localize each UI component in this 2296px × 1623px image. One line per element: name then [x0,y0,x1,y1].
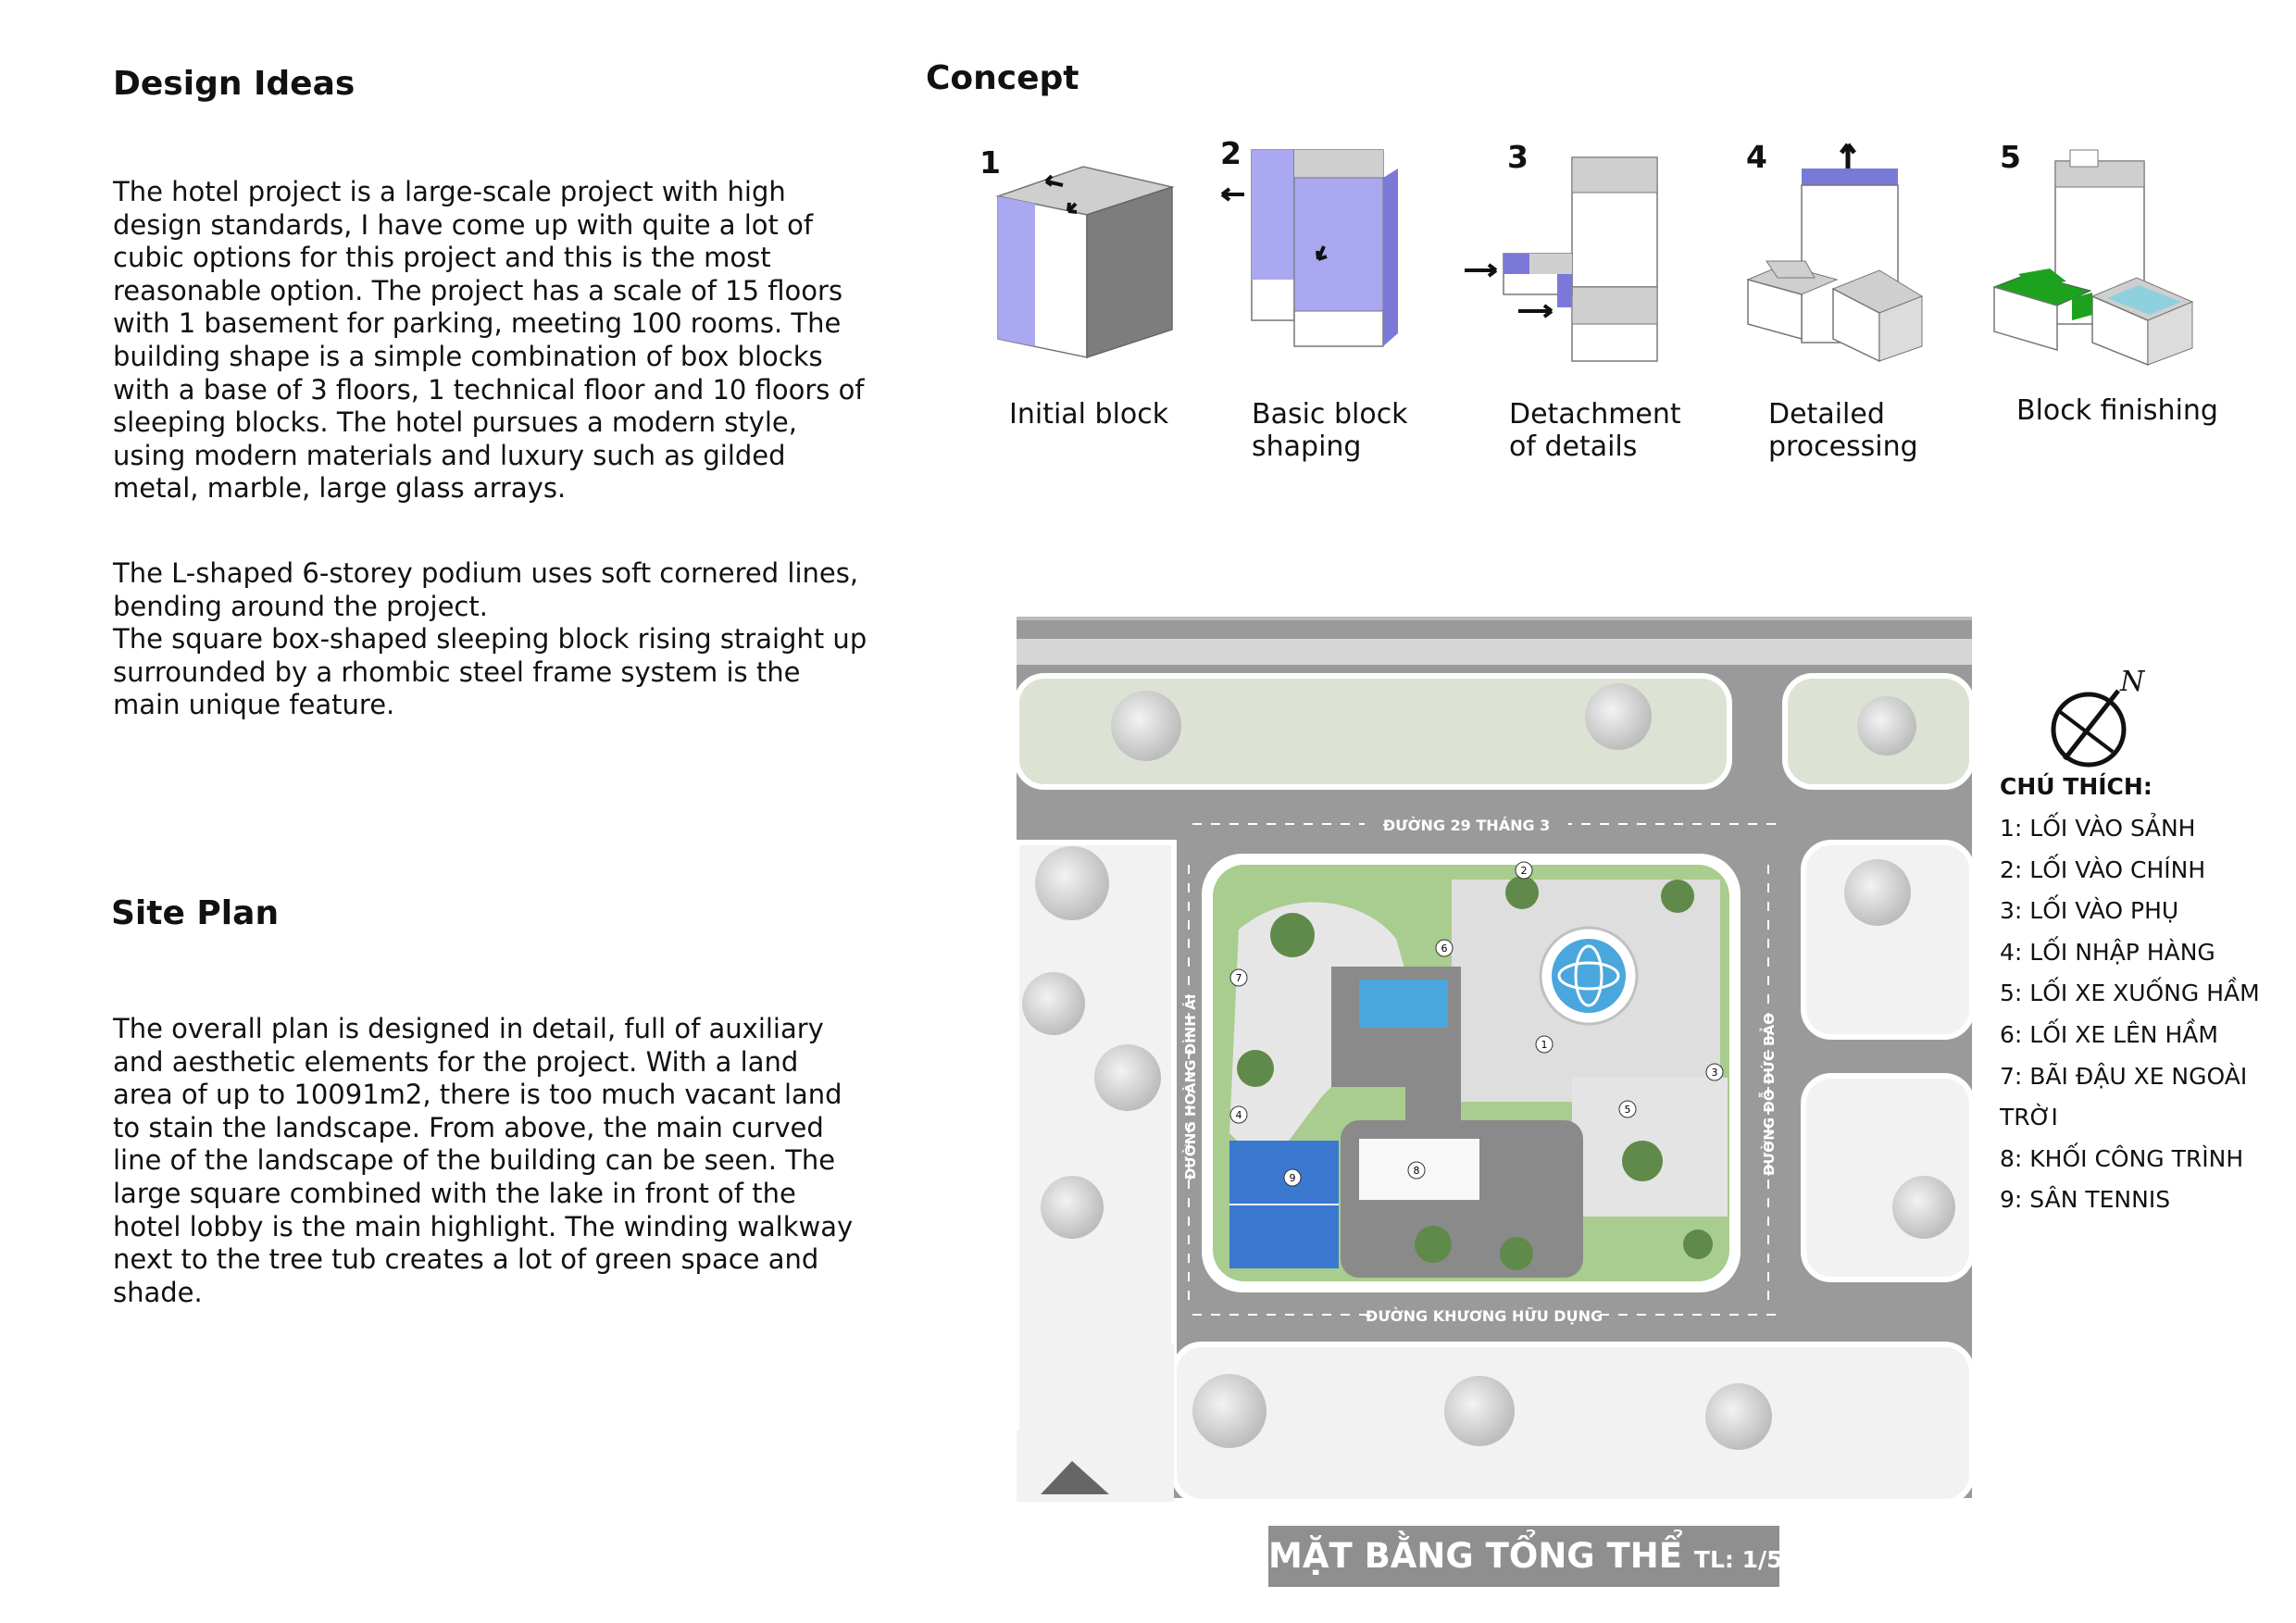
site-plan-map [1017,615,1972,1507]
concept-step-number: 5 [2000,139,2021,175]
legend-item: 6: LỐI XE LÊN HẦM [2000,1020,2218,1048]
plan-scale: TL: 1/500 [1693,1546,1816,1573]
street-name-south: ĐƯỜNG KHƯƠNG HỮU DỤNG [1365,1307,1603,1325]
design-ideas-heading: Design Ideas [113,65,356,103]
concept-step-number: 1 [980,144,1001,181]
legend-item: 1: LỐI VÀO SẢNH [2000,815,2196,842]
tree [1270,913,1315,957]
pool [1359,980,1448,1028]
concept-block-detailed [1741,141,1935,372]
tree [1661,880,1694,913]
map-marker: 1 [1541,1039,1548,1051]
concept-heading: Concept [926,59,1079,97]
west-block [1017,843,1174,1431]
concept-step-number: 4 [1746,139,1767,175]
legend-item: 3: LỐI VÀO PHỤ [2000,897,2179,925]
concept-step-label: Block finishing [2016,394,2218,427]
map-marker: 6 [1441,943,1448,955]
concept-block-initial [991,157,1194,370]
tree [1415,1226,1452,1263]
east-block-south [1803,1076,1972,1280]
legend-item: 4: LỐI NHẬP HÀNG [2000,938,2215,966]
legend-item: 7: BÃI ĐẬU XE NGOÀI TRỜI [2000,1062,2248,1131]
tree [1041,1176,1104,1239]
site-plan-heading: Site Plan [111,894,280,932]
tree [1705,1383,1772,1450]
tree [1237,1050,1274,1087]
tree [1683,1230,1713,1259]
tree [1094,1044,1161,1111]
tree [1111,691,1181,761]
map-marker: 4 [1235,1109,1242,1121]
design-ideas-paragraph-1: The hotel project is a large-scale project with high design standards, I have come up with quite a lot of cubic options for this project and this is the most reasonable option. The project has a scale of 15 floors with 1 basement for parking, meeting 100 rooms. The building shape is a simple combination of box blocks with a base of 3 floors, 1 technical floor and 10 floors of sleeping blocks. The hotel pursues a modern style, using modern materials and luxury such as gilded metal, marble, large glass arrays. [113,176,865,505]
legend-item: 5: LỐI XE XUỐNG HẦM [2000,980,2260,1007]
design-ideas-paragraph-2: The L-shaped 6-storey podium uses soft cornered lines, bending around the project. The square box-shaped sleeping block rising straight up surrounded by a rhombic steel frame system is the main unique feature. [113,557,867,721]
concept-step-label: Detachment of details [1509,398,1681,463]
map-marker: 9 [1289,1172,1296,1184]
concept-step-number: 2 [1220,135,1242,171]
compass-label: N [2120,666,2145,698]
map-marker: 2 [1520,865,1528,877]
tree [1035,846,1109,920]
concept-step-label: Initial block [1009,398,1169,431]
tree [1892,1176,1955,1239]
legend-list [2000,808,2268,1221]
legend-title: CHÚ THÍCH: [2000,773,2152,800]
tree [1857,696,1916,755]
site-plan-paragraph: The overall plan is designed in detail, full of auxiliary and aesthetic elements for the project. With a land area of up to 10091m2, there is too much vacant land to stain the landscape. From above, the main curved line of the landscape of the building can be seen. The large square combined with the lake in front of the hotel lobby is the main highlight. The winding walkway next to the tree tub creates a lot of green space and shade. [113,1013,854,1308]
tree [1500,1237,1533,1270]
tree [1585,683,1652,750]
map-marker: 8 [1413,1165,1420,1177]
tree [1444,1376,1515,1446]
concept-block-finishing [1990,139,2203,380]
street-name-east: ĐƯỜNG ĐỖ ĐỨC BẢO [1761,1013,1778,1176]
legend-item: 9: SÂN TENNIS [2000,1186,2171,1214]
concept-step-number: 3 [1507,139,1529,175]
map-marker: 5 [1624,1104,1631,1116]
street-name-west: ĐƯỜNG HOÀNG ĐÌNH ÁI [1182,993,1199,1180]
map-marker: 3 [1711,1067,1718,1079]
legend-item: 8: KHỐI CÔNG TRÌNH [2000,1144,2244,1172]
tree [1622,1141,1663,1181]
compass-north-icon [2046,663,2148,774]
tree [1505,876,1539,909]
concept-block-basic-shaping [1213,139,1407,361]
concept-block-detachment [1463,148,1676,370]
street-name-north: ĐƯỜNG 29 THÁNG 3 [1382,817,1551,834]
tree [1844,859,1911,926]
plan-title-banner [1268,1526,1816,1587]
map-marker: 7 [1235,972,1242,984]
tree [1192,1374,1267,1448]
tree [1022,972,1085,1035]
concept-step-label: Detailed processing [1768,398,1918,463]
concept-step-label: Basic block shaping [1252,398,1408,463]
legend-item: 2: LỐI VÀO CHÍNH [2000,855,2206,883]
south-block [1174,1344,1972,1502]
plan-title: MẶT BẰNG TỔNG THỂ [1268,1536,1683,1576]
